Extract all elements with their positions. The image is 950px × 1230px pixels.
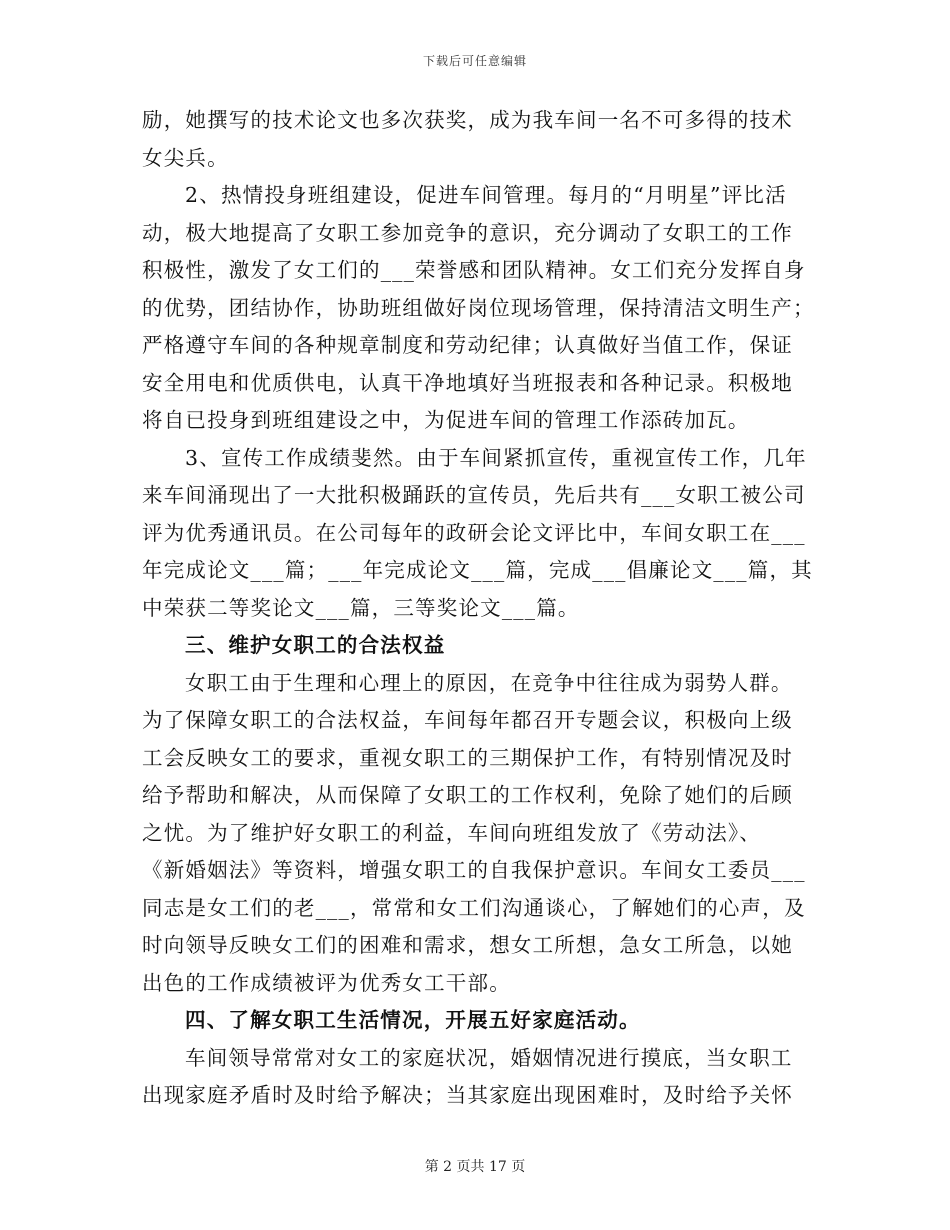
page-header: 下载后可任意编辑: [422, 54, 527, 68]
body-line: 的优势，团结协作，协助班组做好岗位现场管理，保持清洁文明生产；: [142, 295, 815, 320]
body-line: 安全用电和优质供电，认真干净地填好当班报表和各种记录。积极地: [142, 370, 793, 395]
body-line: 出色的工作成绩被评为优秀女工干部。: [142, 970, 511, 995]
body-line: 来车间涌现出了一大批积极踊跃的宣传员，先后共有___女职工被公司: [142, 483, 806, 507]
body-line: 积极性，激发了女工们的___荣誉感和团队精神。女工们充分发挥自身: [142, 258, 806, 282]
section-heading: 三、维护女职工的合法权益: [185, 633, 446, 657]
body-line: 给予帮助和解决，从而保障了女职工的工作权利，免除了她们的后顾: [142, 783, 793, 807]
document-body: [142, 102, 815, 1115]
body-line: 女尖兵。: [142, 145, 229, 170]
paragraph-start: 2、热情投身班组建设，促进车间管理。每月的“月明星”评比活: [185, 183, 787, 207]
body-line: 工会反映女工的要求，重视女职工的三期保护工作，有特别情况及时: [142, 745, 793, 770]
paragraph-start: 车间领导常常对女工的家庭状况，婚姻情况进行摸底，当女职工: [185, 1045, 793, 1070]
body-line: 励，她撰写的技术论文也多次获奖，成为我车间一名不可多得的技术: [142, 108, 793, 132]
body-line: 中荣获二等奖论文___篇，三等奖论文___篇。: [142, 595, 580, 620]
body-line: 动，极大地提高了女职工参加竞争的意识，充分调动了女职工的工作: [142, 220, 793, 245]
body-line: 《新婚姻法》等资料，增强女职工的自我保护意识。车间女工委员___: [142, 858, 806, 882]
page-footer: 第 2 页共 17 页: [424, 1159, 526, 1175]
body-line: 将自已投身到班组建设之中，为促进车间的管理工作添砖加瓦。: [142, 408, 750, 432]
body-line: 年完成论文___篇；___年完成论文___篇，完成___倡廉论文___篇，其: [142, 558, 813, 582]
body-line: 出现家庭矛盾时及时给予解决；当其家庭出现困难时，及时给予关怀: [142, 1083, 793, 1107]
body-line: 时向领导反映女工们的困难和需求，想女工所想，急女工所急，以她: [142, 933, 793, 957]
body-line: 同志是女工们的老___，常常和女工们沟通谈心，了解她们的心声，及: [142, 895, 806, 920]
body-line: 评为优秀通讯员。在公司每年的政研会论文评比中，车间女职工在___: [142, 520, 806, 545]
section-heading: 四、了解女职工生活情况，开展五好家庭活动。: [185, 1008, 641, 1032]
paragraph-start: 3、宣传工作成绩斐然。由于车间紧抓宣传，重视宣传工作，几年: [185, 445, 807, 470]
body-line: 之忧。为了维护好女职工的利益，车间向班组发放了《劳动法》、: [142, 820, 762, 845]
body-line: 为了保障女职工的合法权益，车间每年都召开专题会议，积极向上级: [142, 708, 793, 732]
paragraph-start: 女职工由于生理和心理上的原因，在竞争中往往成为弱势人群。: [185, 670, 793, 695]
body-line: 严格遵守车间的各种规章制度和劳动纪律；认真做好当值工作，保证: [142, 333, 793, 357]
